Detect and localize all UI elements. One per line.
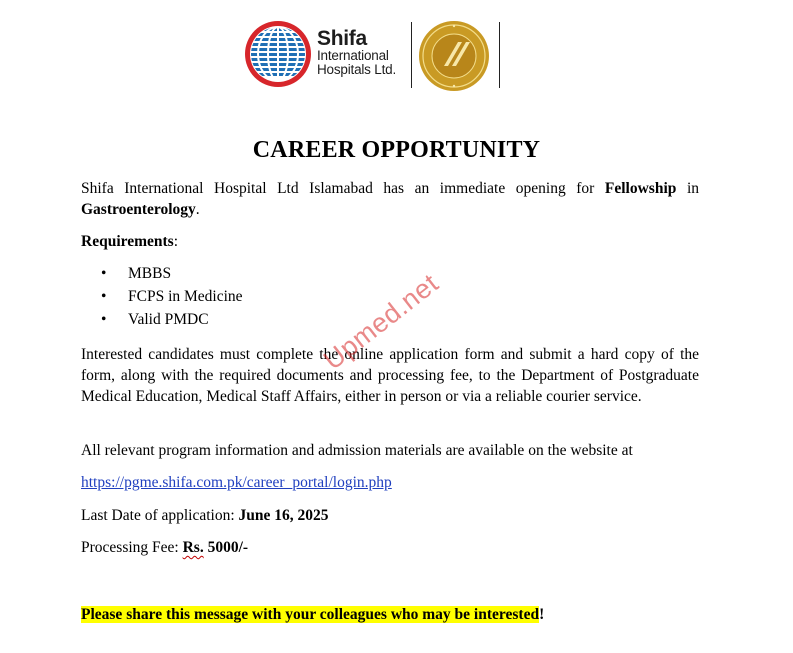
logo-divider-right <box>499 22 500 88</box>
share-message-highlight: Please share this message with your colleagues who may be interested <box>81 606 540 623</box>
deadline-date: June 16, 2025 <box>238 507 329 524</box>
logo-line-1: Shifa <box>317 27 367 50</box>
fee-label: Processing Fee: <box>81 539 183 556</box>
logo-divider-left <box>411 22 412 88</box>
fee-amount: 5000/- <box>203 539 249 556</box>
requirements-colon: : <box>173 233 179 250</box>
list-item <box>81 309 243 332</box>
intro-text-in: in <box>676 180 699 197</box>
watermark: Upmed.net <box>318 267 445 376</box>
requirement-text: Valid PMDC <box>128 311 209 328</box>
info-paragraph: All relevant program information and admission materials are available on the website at <box>81 442 633 459</box>
application-deadline <box>81 505 699 526</box>
bullet: • <box>101 311 107 328</box>
requirements-heading <box>81 231 699 252</box>
deadline-label: Last Date of application: <box>81 507 239 524</box>
jci-accreditation-seal <box>418 20 490 92</box>
intro-text: Shifa International Hospital Ltd Islamabad has an immediate opening for <box>81 180 605 197</box>
requirement-text: MBBS <box>128 265 172 282</box>
bullet: • <box>101 288 107 305</box>
shifa-wordmark <box>317 28 396 76</box>
share-message <box>81 604 699 625</box>
specialty-name: Gastroenterology <box>81 201 196 218</box>
requirements-list <box>81 263 243 332</box>
position-name: Fellowship <box>604 180 677 197</box>
shifa-globe-logo <box>244 20 312 88</box>
bullet: • <box>101 265 107 282</box>
career-portal-link[interactable]: https://pgme.shifa.com.pk/career_portal/login.php <box>81 474 392 491</box>
requirement-text: FCPS in Medicine <box>128 288 243 305</box>
logo-line-2: International <box>317 48 389 63</box>
instructions-paragraph: Interested candidates must complete the online application form and submit a hard copy of the form, along with the required documents and processing fee, to the Department of Postgraduate Medical Education, Medical Staff Affairs, either in person or via a reliable courier service. <box>81 346 699 405</box>
header-logos <box>244 18 504 92</box>
fee-currency: Rs. <box>182 539 204 556</box>
intro-end: . <box>195 201 200 218</box>
logo-line-3: Hospitals Ltd. <box>317 61 396 77</box>
requirements-label: Requirements <box>81 233 174 250</box>
list-item <box>81 286 243 309</box>
list-item <box>81 263 243 286</box>
page-title: CAREER OPPORTUNITY <box>252 137 541 163</box>
share-exclamation: ! <box>539 606 545 623</box>
intro-paragraph <box>81 178 699 220</box>
processing-fee <box>81 537 699 558</box>
